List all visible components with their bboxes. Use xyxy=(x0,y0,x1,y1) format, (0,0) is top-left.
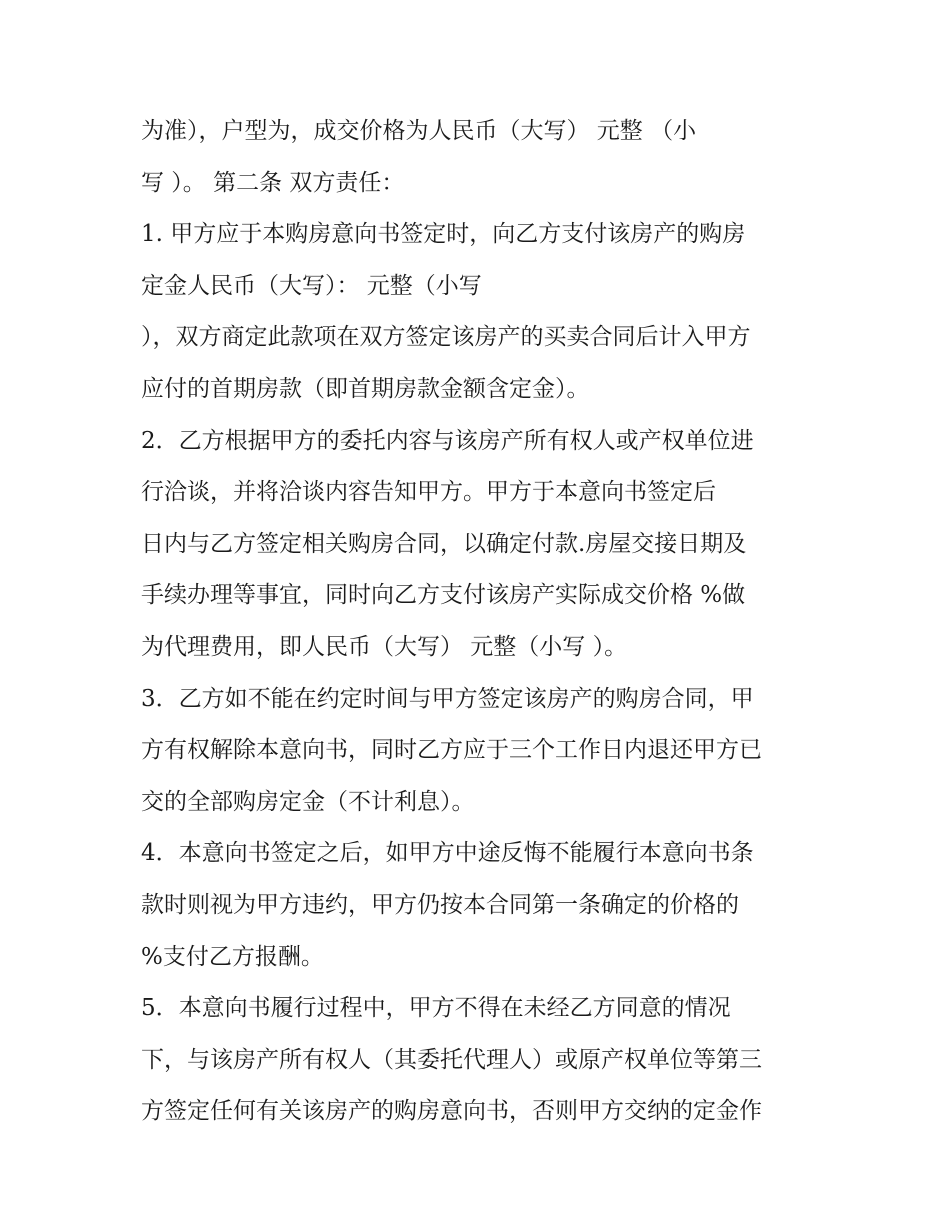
text-line: 款时则视为甲方违约，甲方仍按本合同第一条确定的价格的 xyxy=(141,891,739,918)
text-line: 方有权解除本意向书，同时乙方应于三个工作日内退还甲方已 xyxy=(141,737,762,764)
text-line: 5．本意向书履行过程中，甲方不得在未经乙方同意的情况 xyxy=(141,995,731,1022)
text-line: 为准），户型为，成交价格为人民币（大写） 元整 （小 xyxy=(141,118,697,144)
text-line: 为代理费用，即人民币（大写） 元整（小写 ）。 xyxy=(141,633,628,660)
text-line: 应付的首期房款（即首期房款金额含定金）。 xyxy=(141,375,590,402)
text-line: 交的全部购房定金（不计利息）。 xyxy=(141,788,475,815)
text-line: ），双方商定此款项在双方签定该房产的买卖合同后计入甲方 xyxy=(141,324,751,351)
text-line: 方签定任何有关该房产的购房意向书，否则甲方交纳的定金作 xyxy=(141,1098,762,1125)
text-line: 1. 甲方应于本购房意向书签定时，向乙方支付该房产的购房 xyxy=(141,221,746,248)
text-line: 定金人民币（大写）： 元整（小写 xyxy=(141,272,482,299)
text-line: 行洽谈，并将洽谈内容告知甲方。甲方于本意向书签定后 xyxy=(141,479,716,506)
text-line: 下，与该房产所有权人（其委托代理人）或原产权单位等第三 xyxy=(141,1046,762,1073)
text-line: 2．乙方根据甲方的委托内容与该房产所有权人或产权单位进 xyxy=(141,427,754,454)
document-body xyxy=(141,106,821,1138)
text-line: 手续办理等事宜，同时向乙方支付该房产实际成交价格 %做 xyxy=(141,582,746,609)
text-line: 3．乙方如不能在约定时间与甲方签定该房产的购房合同，甲 xyxy=(141,685,754,712)
text-line: 写 ）。 第二条 双方责任： xyxy=(141,169,405,196)
text-line: 4．本意向书签定之后，如甲方中途反悔不能履行本意向书条 xyxy=(141,840,754,867)
text-line: 日内与乙方签定相关购房合同，以确定付款.房屋交接日期及 xyxy=(141,530,747,557)
text-line: %支付乙方报酬。 xyxy=(141,943,324,970)
